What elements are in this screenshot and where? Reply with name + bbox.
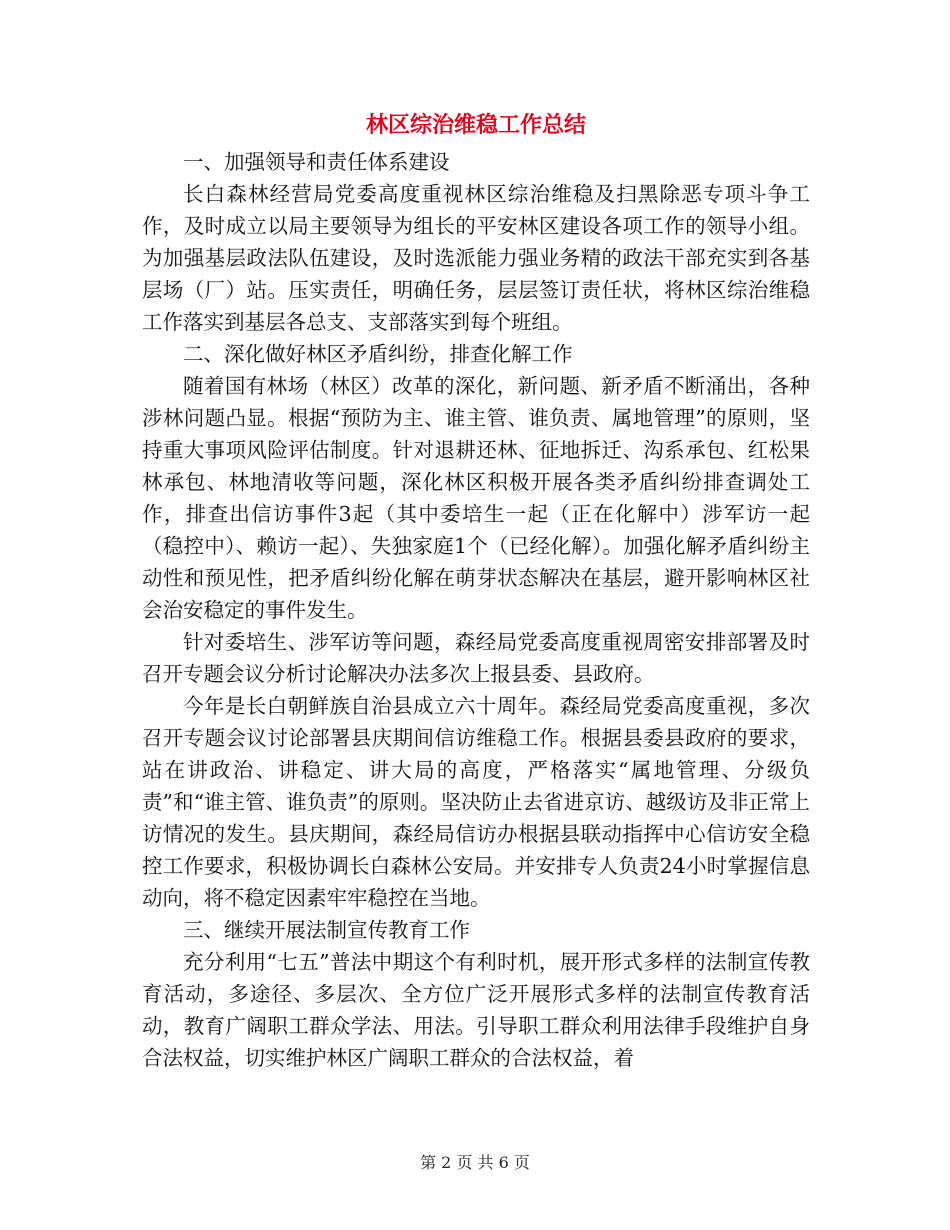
section-2-paragraph-2: 针对委培生、涉军访等问题，森经局党委高度重视周密安排部署及时召开专题会议分析讨论解决办法多次上报县委、县政府。	[142, 630, 810, 686]
section-2-paragraph-1: 随着国有林场（林区）改革的深化，新问题、新矛盾不断涌出，各种涉林问题凸显。根据“预防为主、谁主管、谁负责、属地管理”的原则，坚持重大事项风险评估制度。针对退耕还林、征地拆迁、沟系承包、红松果林承包、林地清收等问题，深化林区积极开展各类矛盾纠纷排查调处工作，排查出信访事件3起（其中委培生一起（正在化解中）涉军访一起（稳控中）、赖访一起）、失独家庭1个（已经化解）。加强化解矛盾纠纷主动性和预见性，把矛盾纠纷化解在萌芽状态解决在基层，避开影响林区社会治安稳定的事件发生。	[142, 374, 810, 622]
section-1-paragraph-1: 长白森林经营局党委高度重视林区综治维稳及扫黑除恶专项斗争工作，及时成立以局主要领导为组长的平安林区建设各项工作的领导小组。为加强基层政法队伍建设，及时选派能力强业务精的政法干部充实到各基层场（厂）站。压实责任，明确任务，层层签订责任状，将林区综治维稳工作落实到基层各总支、支部落实到每个班组。	[142, 182, 810, 334]
section-heading-2: 二、深化做好林区矛盾纠纷，排查化解工作	[183, 342, 573, 366]
section-3-paragraph-1: 充分利用“七五”普法中期这个有利时机，展开形式多样的法制宣传教育活动，多途径、多层次、全方位广泛开展形式多样的法制宣传教育活动，教育广阔职工群众学法、用法。引导职工群众利用法律手段维护自身合法权益，切实维护林区广阔职工群众的合法权益，着	[142, 950, 810, 1070]
section-heading-3: 三、继续开展法制宣传教育工作	[183, 918, 470, 942]
document-body	[142, 108, 810, 1074]
page-number-footer: 第 2 页 共 6 页	[420, 1153, 530, 1172]
document-title: 林区综治维稳工作总结	[365, 113, 586, 138]
section-2-paragraph-3: 今年是长白朝鲜族自治县成立六十周年。森经局党委高度重视，多次召开专题会议讨论部署县庆期间信访维稳工作。根据县委县政府的要求，站在讲政治、讲稳定、讲大局的高度，严格落实“属地管理、分级负责”和“谁主管、谁负责”的原则。坚决防止去省进京访、越级访及非正常上访情况的发生。县庆期间，森经局信访办根据县联动指挥中心信访安全稳控工作要求，积极协调长白森林公安局。并安排专人负责24小时掌握信息动向，将不稳定因素牢牢稳控在当地。	[142, 694, 810, 910]
section-heading-1: 一、加强领导和责任体系建设	[183, 150, 450, 174]
